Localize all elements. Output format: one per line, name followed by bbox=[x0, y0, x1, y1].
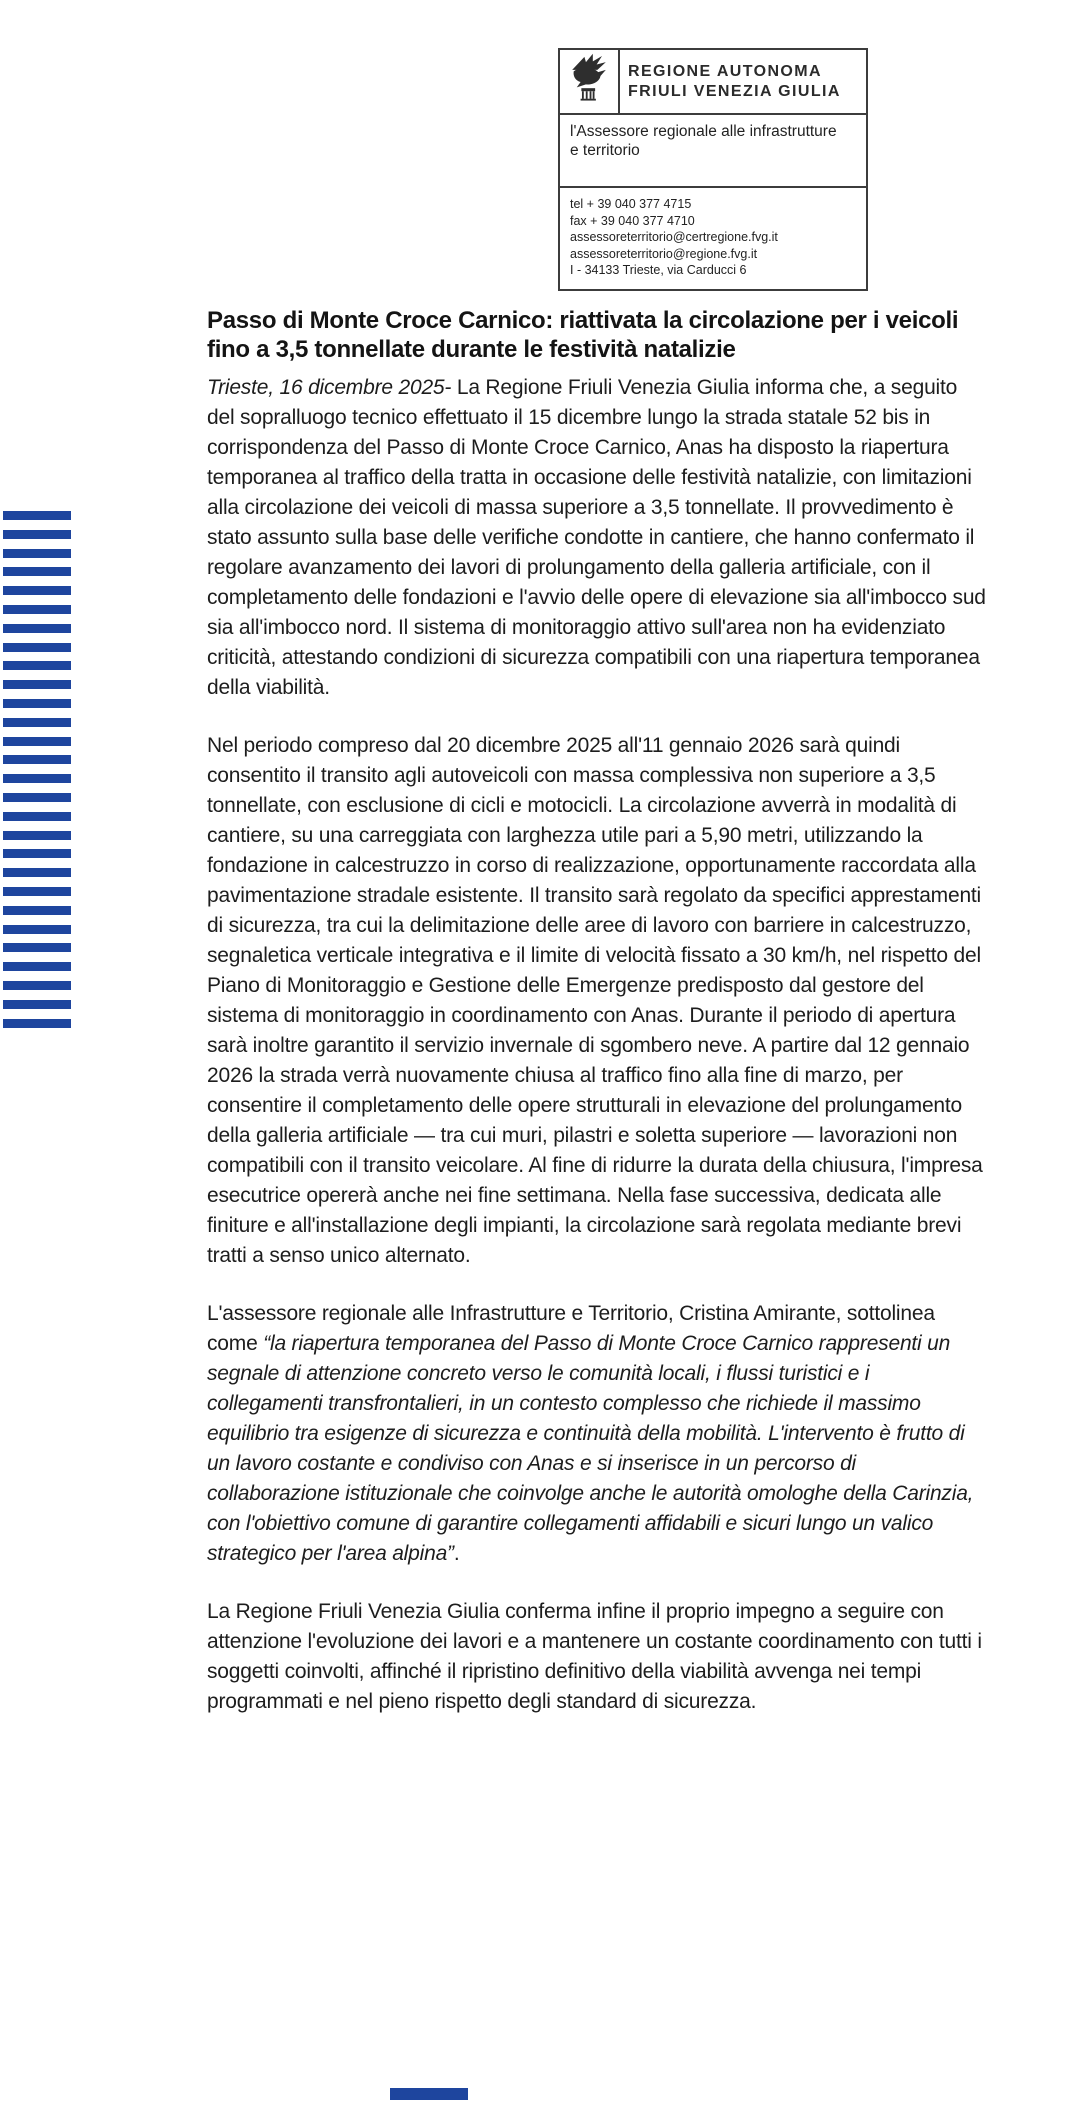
bottom-stripe-mark bbox=[390, 2088, 468, 2100]
stripe bbox=[3, 661, 71, 670]
region-logo-cell bbox=[560, 50, 620, 113]
contact-line: I - 34133 Trieste, via Carducci 6 bbox=[570, 263, 747, 277]
stripe bbox=[3, 925, 71, 934]
stripe bbox=[3, 906, 71, 915]
stripe bbox=[3, 699, 71, 708]
paragraph-3-tail: . bbox=[453, 1542, 460, 1565]
stripe bbox=[3, 511, 71, 520]
stripe bbox=[3, 567, 71, 576]
stripe bbox=[3, 1000, 71, 1009]
stripe bbox=[3, 812, 71, 821]
stripe bbox=[3, 605, 71, 614]
paragraph-3 bbox=[207, 1299, 987, 1569]
stripe bbox=[3, 943, 71, 952]
stripe bbox=[3, 643, 71, 652]
stripe bbox=[3, 887, 71, 896]
letterhead-header-row bbox=[560, 50, 866, 115]
contact-line: assessoreterritorio@regione.fvg.it bbox=[570, 246, 758, 261]
assessor-quote: “la riapertura temporanea del Passo di Monte Croce Carnico rappresenti un segnale di attenzione concreto verso le comunità locali, i flussi turistici e i collegamenti transfrontalieri, in un contesto complesso che richiede il massimo equilibrio tra esigenze di sicurezza e continuità della mobilità. L'intervento è frutto di un lavoro costante e condiviso con Anas e si inserisce in un percorso di collaborazione istituzionale che coinvolge anche le autorità omologhe della Carinzia, con l'obiettivo comune di garantire collegamenti affidabili e sicuri lungo un valico strategico per l'area alpina” bbox=[207, 1332, 974, 1565]
paragraph-1-text: La Regione Friuli Venezia Giulia informa che, a seguito del sopralluogo tecnico effettuato il 15 dicembre lungo la strada statale 52 bis in corrispondenza del Passo di Monte Croce Carnico, Anas ha disposto la riapertura temporanea al traffico della tratta in occasione delle festività natalizie, con limitazioni alla circolazione dei veicoli di massa superiore a 3,5 tonnellate. Il provvedimento è stato assunto sulla base delle verifiche condotte in cantiere, che hanno confermato il regolare avanzamento dei lavori di prolungamento della galleria artificiale, con il completamento delle fondazioni e l'avvio delle opere di elevazione sia all'imbocco sud sia all'imbocco nord. Il sistema di monitoraggio attivo sull'area non ha evidenziato criticità, attestando condizioni di sicurezza compatibili con una riapertura temporanea della viabilità. bbox=[207, 376, 986, 699]
stripe bbox=[3, 774, 71, 783]
dateline: Trieste, 16 dicembre 2025- bbox=[207, 376, 452, 399]
contact-line: tel + 39 040 377 4715 bbox=[570, 197, 692, 211]
region-name-line1: REGIONE AUTONOMA bbox=[628, 62, 822, 80]
contact-line: assessoreterritorio@certregione.fvg.it bbox=[570, 230, 778, 244]
stripe bbox=[3, 755, 71, 764]
office-title-line1: l'Assessore regionale alle infrastrutture bbox=[570, 123, 837, 140]
stripe bbox=[3, 680, 71, 689]
stripe bbox=[3, 831, 71, 840]
contact-line: fax + 39 040 377 4710 bbox=[570, 213, 695, 228]
eagle-logo-icon bbox=[566, 53, 612, 110]
stripe bbox=[3, 530, 71, 539]
letterhead-office-row bbox=[560, 115, 866, 188]
paragraph-4: La Regione Friuli Venezia Giulia conferma infine il proprio impegno a seguire con attenzione l'evoluzione dei lavori e a mantenere un costante coordinamento con tutti i soggetti coinvolti, affinché il ripristino definitivo della viabilità avvenga nei tempi programmati e nel pieno rispetto degli standard di sicurezza. bbox=[207, 1600, 982, 1713]
letterhead bbox=[558, 48, 868, 291]
stripe bbox=[3, 549, 71, 558]
paragraph-3-lead: L'assessore regionale alle Infrastrutture e Territorio, Cristina Amirante, sottolinea come bbox=[207, 1302, 935, 1355]
stripe bbox=[3, 737, 71, 746]
document-body bbox=[207, 373, 987, 1745]
stripe-block bbox=[3, 511, 71, 1037]
stripe bbox=[3, 849, 71, 858]
stripe bbox=[3, 718, 71, 727]
stripe bbox=[3, 868, 71, 877]
page-title: Passo di Monte Croce Carnico: riattivata la circolazione per i veicoli fino a 3,5 tonnellate durante le festività natalizie bbox=[207, 307, 959, 364]
stripe bbox=[3, 586, 71, 595]
stripe bbox=[3, 981, 71, 990]
paragraph-1 bbox=[207, 373, 987, 703]
region-name-cell bbox=[620, 50, 866, 113]
stripe bbox=[3, 793, 71, 802]
stripe bbox=[3, 962, 71, 971]
stripe bbox=[3, 1019, 71, 1028]
paragraph-2: Nel periodo compreso dal 20 dicembre 2025 all'11 gennaio 2026 sarà quindi consentito il transito agli autoveicoli con massa complessiva non superiore a 3,5 tonnellate, con esclusione di cicli e motocicli. La circolazione avverrà in modalità di cantiere, su una carreggiata con larghezza utile pari a 5,90 metri, utilizzando la fondazione in calcestruzzo in corso di realizzazione, opportunamente raccordata alla pavimentazione stradale esistente. Il transito sarà regolato da specifici apprestamenti di sicurezza, tra cui la delimitazione delle aree di lavoro con barriere in calcestruzzo, segnaletica verticale integrativa e il limite di velocità fissato a 30 km/h, nel rispetto del Piano di Monitoraggio e Gestione delle Emergenze predisposto dal gestore del sistema di monitoraggio in coordinamento con Anas. Durante il periodo di apertura sarà inoltre garantito il servizio invernale di sgombero neve. A partire dal 12 gennaio 2026 la strada verrà nuovamente chiusa al traffico fino alla fine di marzo, per consentire il completamento delle opere strutturali in elevazione del prolungamento della galleria artificiale — tra cui muri, pilastri e soletta superiore — lavorazioni non compatibili con il transito veicolare. Al fine di ridurre la durata della chiusura, l'impresa esecutrice opererà anche nei fine settimana. Nella fase successiva, dedicata alle finiture e all'installazione degli impianti, la circolazione sarà regolata mediante brevi tratti a senso unico alternato. bbox=[207, 734, 983, 1267]
office-title-line2: e territorio bbox=[570, 142, 640, 159]
region-name-line2: FRIULI VENEZIA GIULIA bbox=[628, 82, 841, 100]
stripe bbox=[3, 624, 71, 633]
contact-lines bbox=[560, 188, 866, 289]
